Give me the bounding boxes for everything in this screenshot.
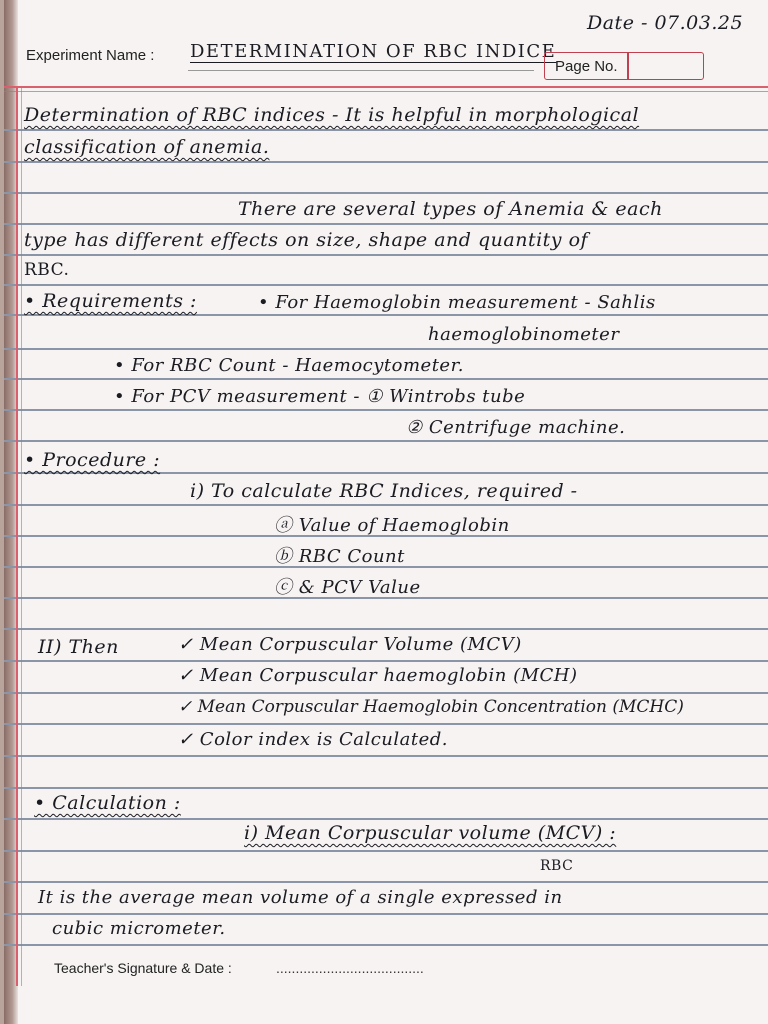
- experiment-name-value: DETERMINATION OF RBC INDICE: [190, 41, 557, 62]
- ruled-line: [4, 818, 768, 820]
- ruled-line: [4, 254, 768, 256]
- note-line-4: type has different effects on size, shape and quantity of: [24, 229, 589, 251]
- calculation-heading: • Calculation :: [34, 792, 181, 814]
- note-line-5: RBC.: [24, 260, 70, 280]
- margin-line: [16, 86, 18, 986]
- requirement-haemoglobin: • For Haemoglobin measurement - Sahlis: [258, 292, 656, 313]
- index-mcv: ✓ Mean Corpuscular Volume (MCV): [178, 634, 522, 655]
- procedure-item-b: ⓑ RBC Count: [274, 546, 405, 567]
- procedure-step-2: II) Then: [38, 636, 119, 658]
- ruled-line: [4, 314, 768, 316]
- note-line-2: classification of anemia.: [24, 136, 270, 158]
- index-mch: ✓ Mean Corpuscular haemoglobin (MCH): [178, 665, 578, 686]
- page-number-label: Page No.: [555, 58, 618, 75]
- index-color: ✓ Color index is Calculated.: [178, 729, 448, 750]
- ruled-line: [4, 129, 768, 131]
- ruled-line: [4, 378, 768, 380]
- ruled-line: [4, 850, 768, 852]
- ruled-line: [4, 660, 768, 662]
- ruled-line: [4, 284, 768, 286]
- note-line-3: There are several types of Anemia & each: [238, 198, 663, 220]
- ruled-line: [4, 348, 768, 350]
- ruled-line: [4, 161, 768, 163]
- ruled-line: [4, 223, 768, 225]
- procedure-step-1: i) To calculate RBC Indices, required -: [190, 480, 578, 502]
- ruled-line: [4, 755, 768, 757]
- requirement-rbc-count: • For RBC Count - Haemocytometer.: [114, 355, 464, 376]
- experiment-name-line: [188, 70, 534, 71]
- mcv-definition-line-2: cubic micrometer.: [52, 918, 226, 939]
- teacher-signature-line: ......................................: [276, 960, 424, 976]
- calculation-mcv-heading: i) Mean Corpuscular volume (MCV) :: [244, 822, 617, 844]
- ruled-line: [4, 723, 768, 725]
- ruled-line: [4, 881, 768, 883]
- note-line-1: Determination of RBC indices - It is helpful in morphological: [24, 104, 640, 126]
- requirements-heading: • Requirements :: [24, 290, 197, 312]
- header-rule-double: [4, 91, 768, 92]
- ruled-line: [4, 504, 768, 506]
- ruled-line: [4, 192, 768, 194]
- header-rule: [4, 86, 768, 88]
- notebook-page: [4, 0, 768, 1024]
- requirement-centrifuge: ② Centrifuge machine.: [406, 417, 626, 438]
- ruled-line: [4, 409, 768, 411]
- ruled-line: [4, 692, 768, 694]
- ruled-line: [4, 913, 768, 915]
- teacher-signature-label: Teacher's Signature & Date :: [54, 960, 232, 976]
- ruled-line: [4, 787, 768, 789]
- requirement-pcv: • For PCV measurement - ① Wintrobs tube: [114, 386, 526, 407]
- ruled-line: [4, 472, 768, 474]
- inserted-note-rbc: RBC: [540, 858, 574, 874]
- procedure-heading: • Procedure :: [24, 449, 161, 471]
- ruled-line: [4, 944, 768, 946]
- mcv-definition-line-1: It is the average mean volume of a single expressed in: [38, 887, 563, 908]
- margin-line-inner: [21, 86, 22, 986]
- procedure-item-c: ⓒ & PCV Value: [274, 577, 421, 598]
- ruled-line: [4, 628, 768, 630]
- procedure-item-a: ⓐ Value of Haemoglobin: [274, 515, 510, 536]
- requirement-haemoglobinometer: haemoglobinometer: [428, 324, 620, 345]
- page-number-divider: [627, 53, 629, 79]
- ruled-line: [4, 440, 768, 442]
- date-text: Date - 07.03.25: [587, 12, 744, 34]
- experiment-name-label: Experiment Name :: [26, 47, 155, 64]
- page-number-box: [544, 52, 704, 80]
- index-mchc: ✓ Mean Corpuscular Haemoglobin Concentration (MCHC): [178, 697, 684, 717]
